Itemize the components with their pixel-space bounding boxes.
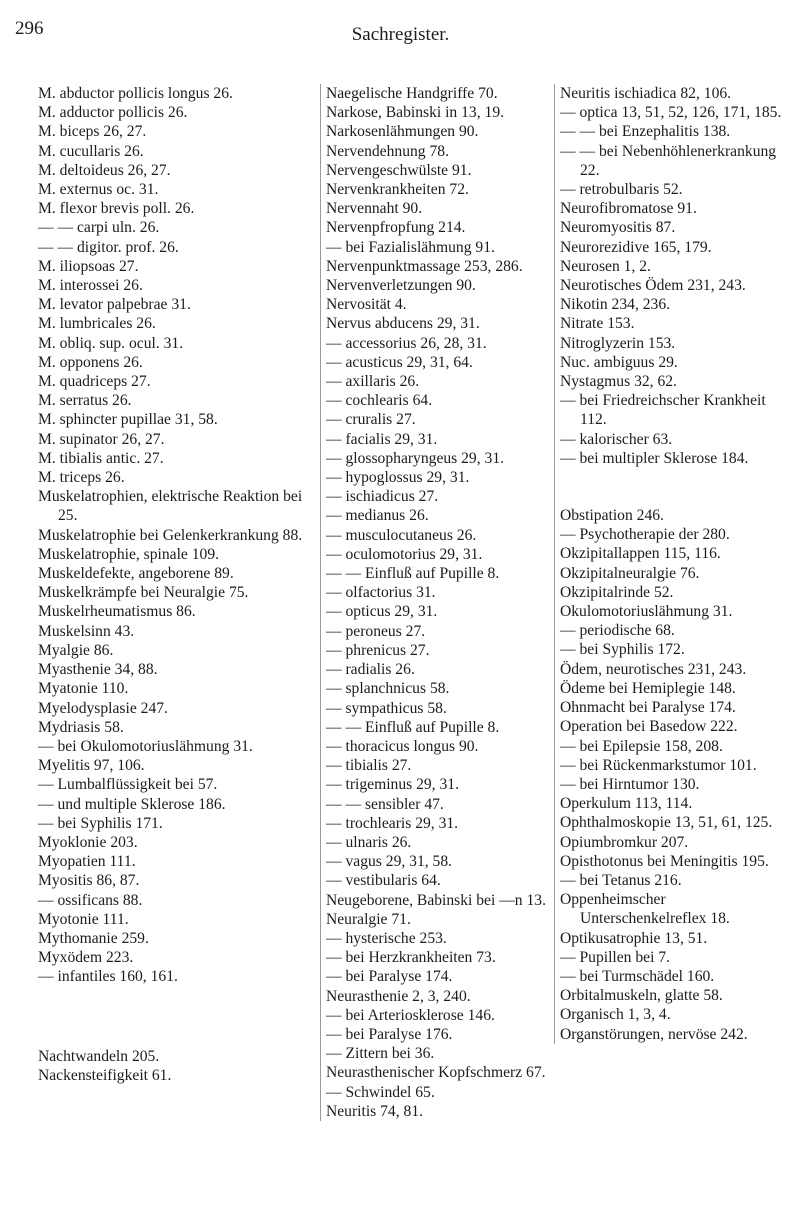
index-entry: — opticus 29, 31. — [326, 603, 438, 621]
index-entry: Ophthalmoskopie 13, 51, 61, 125. — [560, 814, 773, 832]
index-entry: Opiumbromkur 207. — [560, 833, 689, 851]
index-entry: Muskelkrämpfe bei Neuralgie 75. — [38, 584, 249, 602]
index-column-2 — [320, 84, 556, 1121]
index-entry: — splanchnicus 58. — [326, 680, 450, 698]
index-entry: — acusticus 29, 31, 64. — [326, 353, 473, 371]
index-entry: Muskelrheumatismus 86. — [38, 603, 196, 621]
index-entry: — — Einfluß auf Pupille 8. — [326, 565, 500, 583]
index-entry: — thoracicus longus 90. — [326, 737, 479, 755]
index-entry: — bei Syphilis 171. — [38, 814, 163, 832]
index-entry: — olfactorius 31. — [326, 584, 436, 602]
index-entry: — tibialis 27. — [326, 757, 412, 775]
index-entry: — — sensibler 47. — [326, 795, 444, 813]
index-entry: — phrenicus 27. — [326, 641, 430, 659]
index-entry: — bei Friedreichscher Krankheit 112. — [560, 392, 766, 429]
index-entry: M. adductor pollicis 26. — [38, 104, 188, 122]
index-entry: Muskelatrophien, elektrische Reaktion bei 25. — [38, 488, 303, 525]
index-entry: — kalorischer 63. — [560, 430, 673, 448]
index-entry: Okzipitalrinde 52. — [560, 583, 674, 601]
index-entry: — bei Arteriosklerose 146. — [326, 1006, 495, 1024]
index-entry: Myalgie 86. — [38, 641, 114, 659]
index-entry: Opisthotonus bei Meningitis 195. — [560, 852, 769, 870]
index-entry: — cruralis 27. — [326, 411, 416, 429]
index-entry: Obstipation 246. — [560, 507, 664, 525]
index-entry: M. supinator 26, 27. — [38, 430, 165, 448]
index-entry: — ischiadicus 27. — [326, 488, 439, 506]
index-entry: M. serratus 26. — [38, 392, 132, 410]
index-entry: — bei Syphilis 172. — [560, 641, 685, 659]
col1-trailing-entries — [38, 1047, 320, 1085]
index-entry: Nuc. ambiguus 29. — [560, 353, 678, 371]
index-entry: — radialis 26. — [326, 661, 415, 679]
index-entry: M. biceps 26, 27. — [38, 123, 147, 141]
index-entry: M. lumbricales 26. — [38, 315, 156, 333]
index-entry: M. iliopsoas 27. — [38, 257, 139, 275]
index-entry: Neurofibromatose 91. — [560, 200, 697, 218]
index-entry: — und multiple Sklerose 186. — [38, 795, 226, 813]
index-entry: — peroneus 27. — [326, 622, 426, 640]
index-entry: Nystagmus 32, 62. — [560, 373, 677, 391]
col2-entries — [326, 84, 556, 1121]
index-entry: — Lumbalflüssigkeit bei 57. — [38, 776, 218, 794]
index-entry: Myasthenie 34, 88. — [38, 661, 158, 679]
index-column-1 — [38, 84, 320, 1085]
index-entry: Myositis 86, 87. — [38, 872, 140, 890]
index-entry: M. triceps 26. — [38, 469, 125, 487]
index-entry: M. levator palpebrae 31. — [38, 296, 191, 314]
index-entry: Naegelische Handgriffe 70. — [326, 85, 498, 102]
index-entry: Nervennaht 90. — [326, 200, 423, 218]
index-entry: Nervenpfropfung 214. — [326, 219, 466, 237]
index-entry: Muskeldefekte, angeborene 89. — [38, 565, 234, 583]
index-entry: — trigeminus 29, 31. — [326, 776, 459, 794]
index-entry: Organstörungen, nervöse 242. — [560, 1025, 748, 1043]
index-entry: — glossopharyngeus 29, 31. — [326, 449, 505, 467]
index-entry: — bei Herzkrankheiten 73. — [326, 949, 496, 967]
index-entry: Narkosenlähmungen 90. — [326, 123, 479, 141]
index-entry: — bei Okulomotoriuslähmung 31. — [38, 737, 253, 755]
index-entry: — bei Turmschädel 160. — [560, 967, 715, 985]
index-entry: Myelitis 97, 106. — [38, 757, 145, 775]
index-entry: Myotonie 111. — [38, 910, 129, 928]
index-entry: M. abductor pollicis longus 26. — [38, 85, 233, 102]
index-entry: M. obliq. sup. ocul. 31. — [38, 334, 184, 352]
index-entry: M. sphincter pupillae 31, 58. — [38, 411, 218, 429]
index-entry: Neuritis ischiadica 82, 106. — [560, 85, 732, 102]
index-entry: Optikusatrophie 13, 51. — [560, 929, 708, 947]
index-entry: — Zittern bei 36. — [326, 1045, 435, 1063]
index-entry: — oculomotorius 29, 31. — [326, 545, 483, 563]
col3-entries-n — [560, 84, 790, 468]
index-entry: — sympathicus 58. — [326, 699, 447, 717]
index-entry: Muskelatrophie bei Gelenkerkrankung 88. — [38, 526, 303, 544]
index-entry: — — bei Nebenhöhlenerkrankung 22. — [560, 142, 777, 179]
index-entry: Mythomanie 259. — [38, 929, 149, 947]
index-entry: Orbitalmuskeln, glatte 58. — [560, 987, 723, 1005]
index-entry: Nikotin 234, 236. — [560, 296, 671, 314]
col3-entries-o — [560, 506, 790, 1044]
index-entry: M. opponens 26. — [38, 353, 143, 371]
index-entry: Organisch 1, 3, 4. — [560, 1006, 671, 1024]
col1-entries — [38, 84, 320, 987]
index-entry: Nervenverletzungen 90. — [326, 277, 476, 295]
index-entry: Muskelsinn 43. — [38, 622, 135, 640]
index-entry: Narkose, Babinski in 13, 19. — [326, 104, 505, 122]
index-entry: — vestibularis 64. — [326, 872, 441, 890]
index-entry: Okzipitalneuralgie 76. — [560, 564, 700, 582]
index-entry: M. quadriceps 27. — [38, 373, 151, 391]
index-entry: — bei Paralyse 174. — [326, 968, 453, 986]
index-entry: Okulomotoriuslähmung 31. — [560, 603, 733, 621]
index-entry: Neurotisches Ödem 231, 243. — [560, 277, 746, 295]
index-entry: — bei Rückenmarkstumor 101. — [560, 756, 757, 774]
index-entry: — ulnaris 26. — [326, 833, 412, 851]
index-entry: — bei Epilepsie 158, 208. — [560, 737, 723, 755]
index-entry: — facialis 29, 31. — [326, 430, 438, 448]
index-entry: Nervus abducens 29, 31. — [326, 315, 480, 333]
index-entry: M. externus oc. 31. — [38, 181, 159, 199]
index-entry: — cochlearis 64. — [326, 392, 433, 410]
index-entry: Okzipitallappen 115, 116. — [560, 545, 721, 563]
index-entry: Muskelatrophie, spinale 109. — [38, 545, 220, 563]
index-entry: Neurorezidive 165, 179. — [560, 238, 712, 256]
index-entry: — bei Hirntumor 130. — [560, 775, 700, 793]
index-entry: — bei multipler Sklerose 184. — [560, 449, 749, 467]
index-entry: — vagus 29, 31, 58. — [326, 853, 453, 871]
index-entry: Nitrate 153. — [560, 315, 635, 333]
index-entry: Mydriasis 58. — [38, 718, 124, 736]
running-head: Sachregister. — [351, 24, 450, 45]
index-entry: — Psychotherapie der 280. — [560, 526, 730, 544]
index-entry: — — bei Enzephalitis 138. — [560, 123, 731, 141]
index-entry: Ödem, neurotisches 231, 243. — [560, 660, 747, 678]
spacer — [38, 987, 320, 1047]
index-entry: Nervendehnung 78. — [326, 142, 449, 160]
index-entry: M. tibialis antic. 27. — [38, 449, 164, 467]
index-entry: — periodische 68. — [560, 622, 675, 640]
index-entry: — infantiles 160, 161. — [38, 968, 178, 986]
index-entry: — musculocutaneus 26. — [326, 526, 477, 544]
index-entry: Nervenkrankheiten 72. — [326, 181, 469, 199]
index-entry: — hypoglossus 29, 31. — [326, 469, 470, 487]
index-entry: Nervenpunktmassage 253, 286. — [326, 257, 523, 275]
index-entry: — bei Fazialislähmung 91. — [326, 238, 495, 256]
spacer — [560, 468, 790, 506]
index-entry: Operkulum 113, 114. — [560, 795, 693, 813]
index-entry: — — Einfluß auf Pupille 8. — [326, 718, 500, 736]
index-entry: M. cucullaris 26. — [38, 142, 144, 160]
index-entry: M. deltoideus 26, 27. — [38, 161, 171, 179]
index-column-3 — [554, 84, 790, 1044]
index-entry: Neurasthenischer Kopfschmerz 67. — [326, 1064, 546, 1082]
index-entry: — — digitor. prof. 26. — [38, 238, 179, 256]
index-entry: — bei Tetanus 216. — [560, 871, 682, 889]
index-entry: — — carpi uln. 26. — [38, 219, 160, 237]
page-number: 296 — [15, 18, 44, 39]
index-entry: — ossificans 88. — [38, 891, 143, 909]
index-entry: — accessorius 26, 28, 31. — [326, 334, 487, 352]
index-entry: Neuralgie 71. — [326, 910, 411, 928]
index-entry: — axillaris 26. — [326, 373, 420, 391]
index-entry: Oppenheimscher Unterschenkelreflex 18. — [560, 891, 730, 928]
index-entry: Neuromyositis 87. — [560, 219, 676, 237]
index-entry: Myopatien 111. — [38, 853, 136, 871]
index-entry: Neuritis 74, 81. — [326, 1102, 424, 1120]
index-entry: Myatonie 110. — [38, 680, 129, 698]
index-entry: Nackensteifigkeit 61. — [38, 1066, 172, 1084]
index-entry: Neugeborene, Babinski bei —n 13. — [326, 891, 546, 909]
index-entry: — trochlearis 29, 31. — [326, 814, 459, 832]
index-entry: Myelodysplasie 247. — [38, 699, 168, 717]
index-entry: Neurasthenie 2, 3, 240. — [326, 987, 471, 1005]
index-entry: — bei Paralyse 176. — [326, 1025, 453, 1043]
index-entry: Nervengeschwülste 91. — [326, 161, 472, 179]
index-entry: — medianus 26. — [326, 507, 429, 525]
index-entry: Myxödem 223. — [38, 949, 134, 967]
index-entry: Nervosität 4. — [326, 296, 407, 314]
index-entry: Myoklonie 203. — [38, 833, 138, 851]
index-entry: — Schwindel 65. — [326, 1083, 435, 1101]
index-entry: — Pupillen bei 7. — [560, 948, 671, 966]
index-entry: M. interossei 26. — [38, 277, 143, 295]
index-entry: Ödeme bei Hemiplegie 148. — [560, 679, 736, 697]
index-entry: M. flexor brevis poll. 26. — [38, 200, 195, 218]
index-entry: Nitroglyzerin 153. — [560, 334, 676, 352]
index-entry: — retrobulbaris 52. — [560, 181, 683, 199]
index-entry: — hysterische 253. — [326, 929, 447, 947]
index-entry: Operation bei Basedow 222. — [560, 718, 738, 736]
index-entry: Nachtwandeln 205. — [38, 1047, 160, 1065]
index-entry: Ohnmacht bei Paralyse 174. — [560, 699, 736, 717]
index-entry: — optica 13, 51, 52, 126, 171, 185. — [560, 104, 782, 122]
index-entry: Neurosen 1, 2. — [560, 257, 651, 275]
